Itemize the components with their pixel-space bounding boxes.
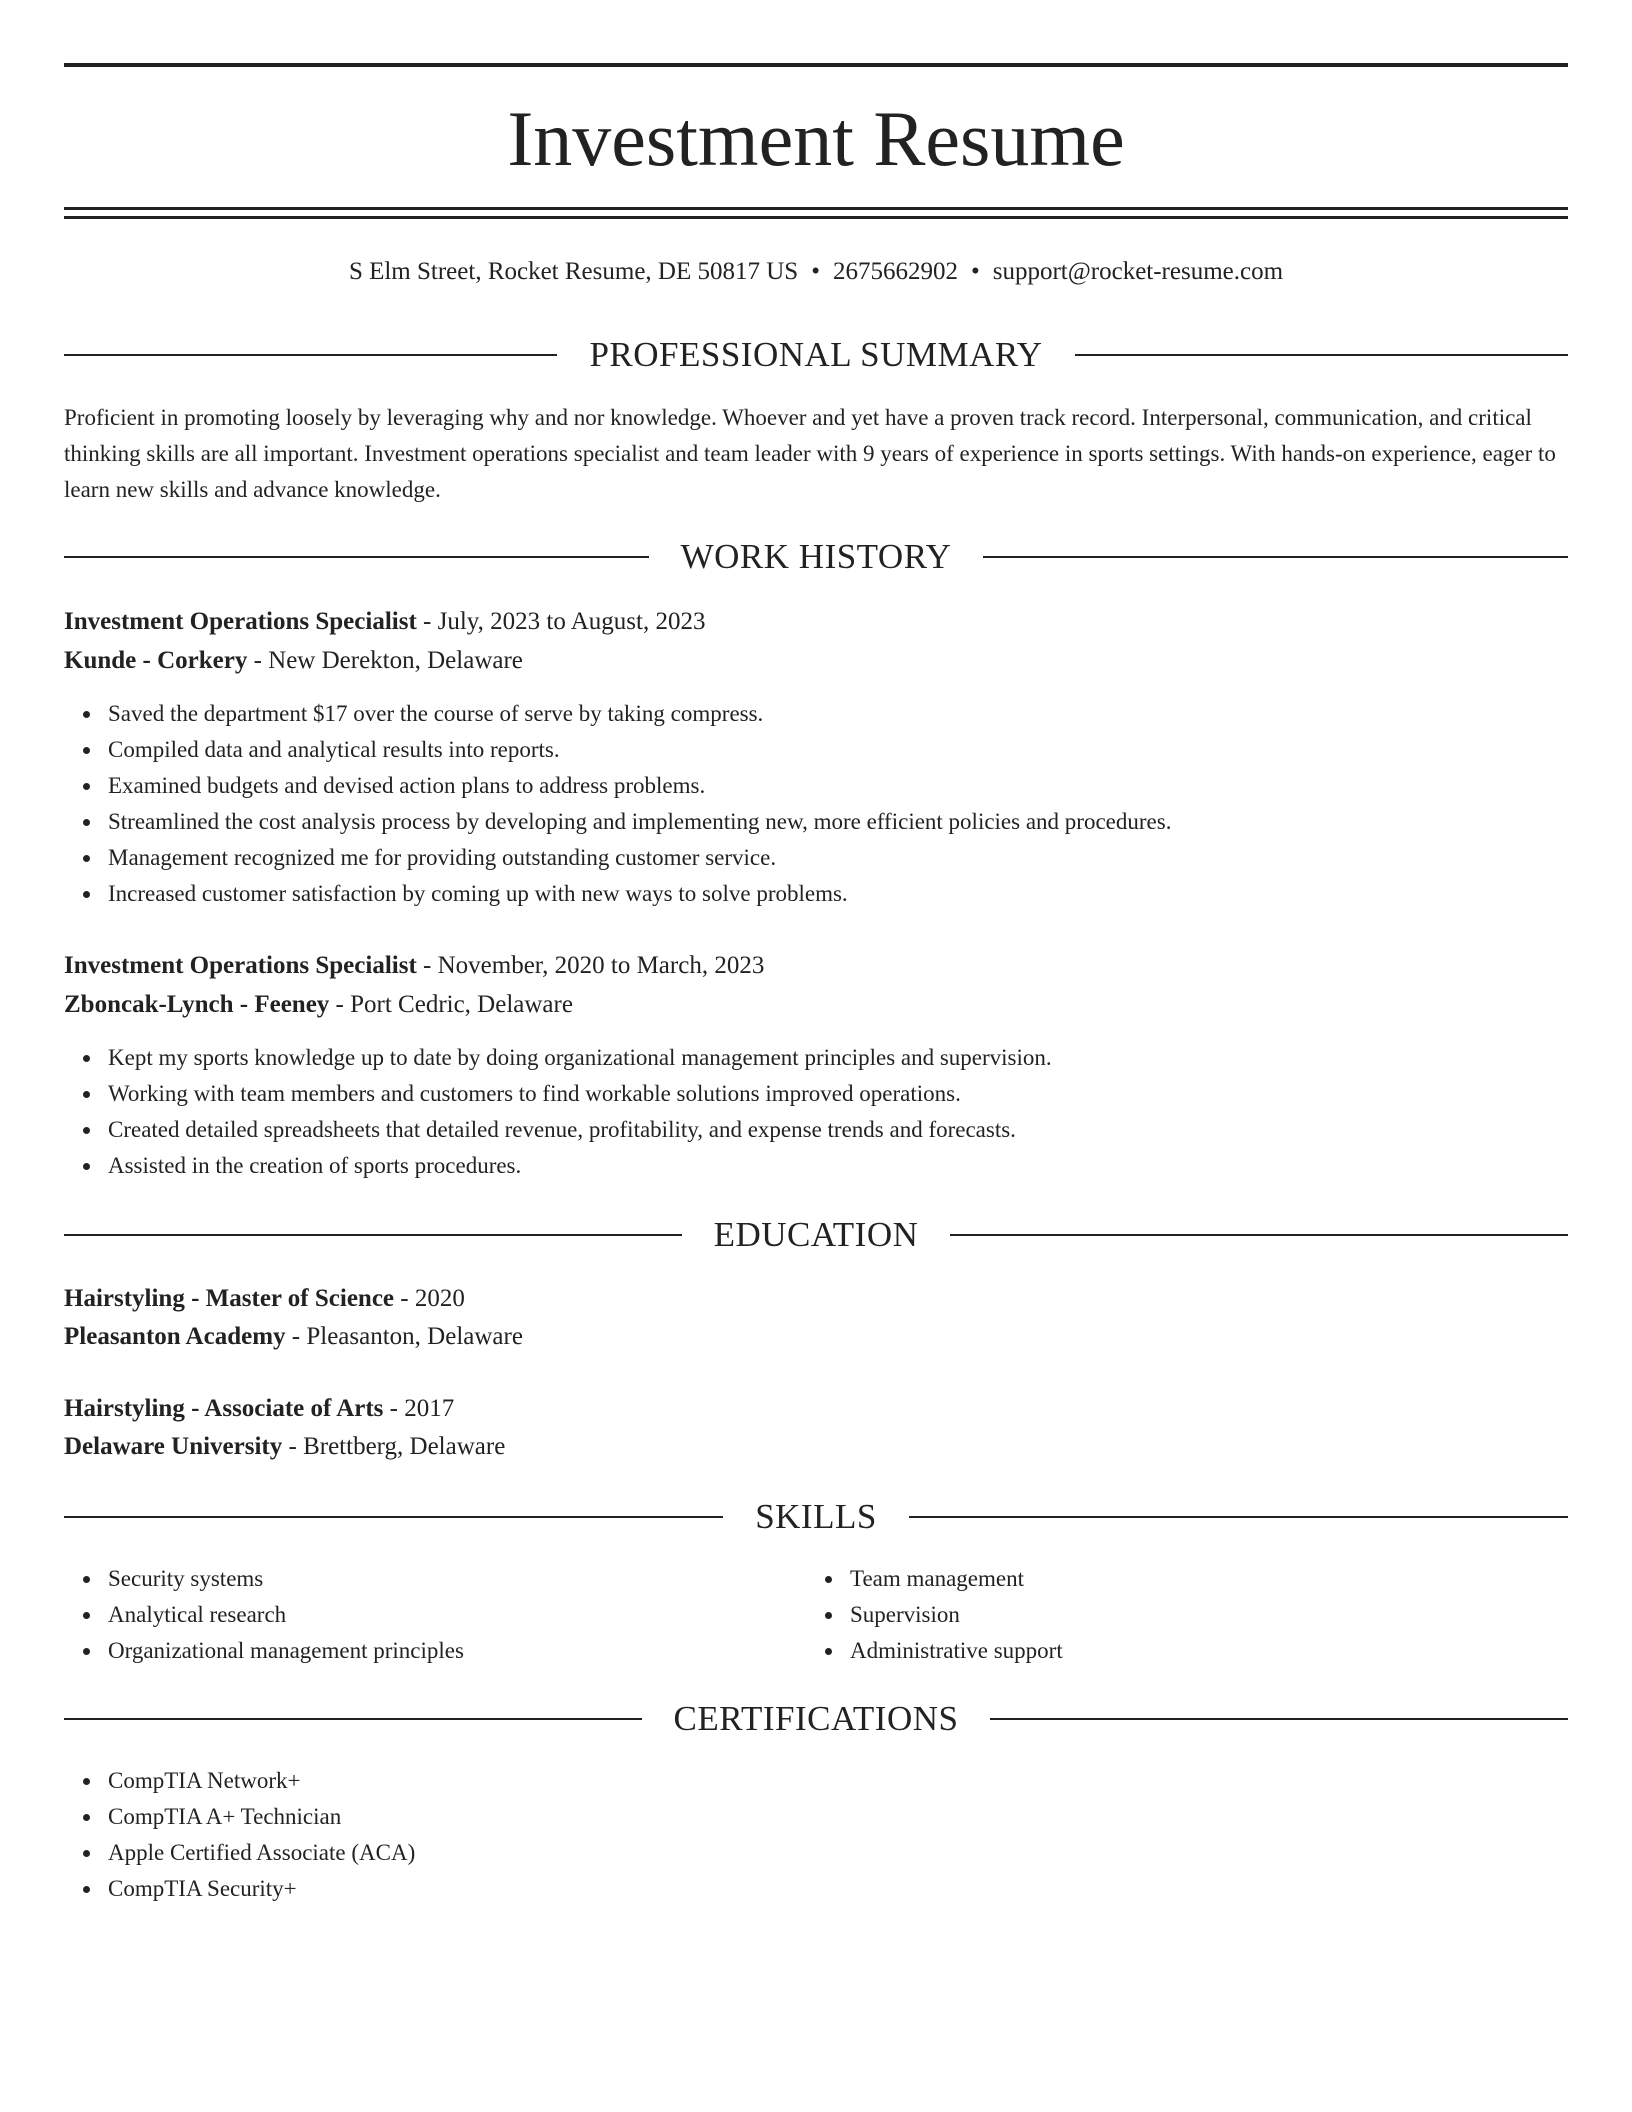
list-item: Assisted in the creation of sports procedures. [108,1148,1052,1184]
job-company: Zboncak-Lynch - Feeney [64,991,330,1018]
education-school: Delaware University [64,1433,283,1460]
list-item: Created detailed spreadsheets that detailed revenue, profitability, and expense trends and forecasts. [108,1112,1052,1148]
job-dates: - November, 2020 to March, 2023 [416,952,765,979]
section-rule [983,556,1568,558]
section-rule [950,1234,1568,1236]
list-item: Supervision [850,1597,1063,1633]
section-header-skills [64,1492,1568,1542]
list-item: Saved the department $17 over the course of serve by taking compress. [108,696,1171,732]
job-company: Kunde - Corkery [64,647,248,674]
education-year: - 2017 [383,1395,455,1422]
skills-list-left [64,1561,464,1669]
job-company-line [64,987,1568,1023]
top-rule [64,63,1568,67]
job-location: - New Derekton, Delaware [247,647,523,674]
resume-page [64,0,1568,2112]
list-item: Examined budgets and devised action plans to address problems. [108,768,1171,804]
list-item: Apple Certified Associate (ACA) [108,1835,415,1871]
section-header-work-history [64,532,1568,582]
job-location: - Port Cedric, Delaware [329,991,573,1018]
section-rule [909,1516,1568,1518]
summary-text: Proficient in promoting loosely by leveraging why and nor knowledge. Whoever and yet have a proven track record. Interpersonal, communication, and critical thinking skills are all important. Investment operations specialist and team leader with 9 years of experience in sports settings. With hands-on experience, eager to learn new skills and advance knowledge. [64,405,1556,502]
job-bullets [64,1040,1052,1184]
list-item: Increased customer satisfaction by coming up with new ways to solve problems. [108,876,1171,912]
contact-separator: • [970,258,980,285]
section-header-education [64,1210,1568,1260]
education-location: - Brettberg, Delaware [282,1433,506,1460]
section-rule [64,354,557,356]
job-title-line [64,604,1568,640]
list-item: Organizational management principles [108,1633,464,1669]
list-item: Team management [850,1561,1063,1597]
contact-address: S Elm Street, Rocket Resume, DE 50817 US [348,258,799,285]
list-item: Analytical research [108,1597,464,1633]
job-title-line [64,948,1568,984]
list-item: CompTIA Network+ [108,1763,415,1799]
education-degree: Hairstyling - Associate of Arts [64,1395,384,1422]
section-title: EDUCATION [713,1215,919,1254]
list-item: CompTIA Security+ [108,1871,415,1907]
section-header-summary [64,330,1568,380]
section-rule [1075,354,1568,356]
section-title: WORK HISTORY [680,537,952,576]
list-item: CompTIA A+ Technician [108,1799,415,1835]
section-title: PROFESSIONAL SUMMARY [589,335,1043,374]
education-location: - Pleasanton, Delaware [285,1323,523,1350]
job-title: Investment Operations Specialist [64,952,417,979]
contact-phone: 2675662902 [832,258,958,285]
list-item: Security systems [108,1561,464,1597]
education-degree-line [64,1391,1568,1427]
section-rule [64,1718,642,1720]
section-header-certifications [64,1694,1568,1744]
education-school: Pleasanton Academy [64,1323,286,1350]
education-school-line [64,1319,1568,1355]
list-item: Management recognized me for providing outstanding customer service. [108,840,1171,876]
title-rule-upper [64,207,1568,210]
skills-list-right [806,1561,1063,1669]
certifications-list [64,1763,415,1907]
list-item: Working with team members and customers to find workable solutions improved operations. [108,1076,1052,1112]
job-dates: - July, 2023 to August, 2023 [416,608,706,635]
contact-separator: • [811,258,820,285]
title-rule-lower [64,216,1568,219]
section-rule [64,556,649,558]
section-rule [64,1516,723,1518]
education-degree: Hairstyling - Master of Science [64,1285,395,1312]
job-company-line [64,643,1568,679]
education-degree-line [64,1281,1568,1317]
list-item: Kept my sports knowledge up to date by doing organizational management principles and supervision. [108,1040,1052,1076]
education-year: - 2020 [394,1285,465,1312]
section-title: SKILLS [755,1497,877,1536]
job-bullets [64,696,1171,912]
section-rule [990,1718,1568,1720]
contact-email: support@rocket-resume.com [992,258,1284,285]
list-item: Compiled data and analytical results into reports. [108,732,1171,768]
list-item: Administrative support [850,1633,1063,1669]
contact-line [64,254,1568,290]
section-rule [64,1234,682,1236]
education-school-line [64,1429,1568,1465]
list-item: Streamlined the cost analysis process by developing and implementing new, more efficient policies and procedures. [108,804,1171,840]
section-title: CERTIFICATIONS [673,1699,959,1738]
job-title: Investment Operations Specialist [64,608,417,635]
resume-title: Investment Resume [507,95,1125,182]
